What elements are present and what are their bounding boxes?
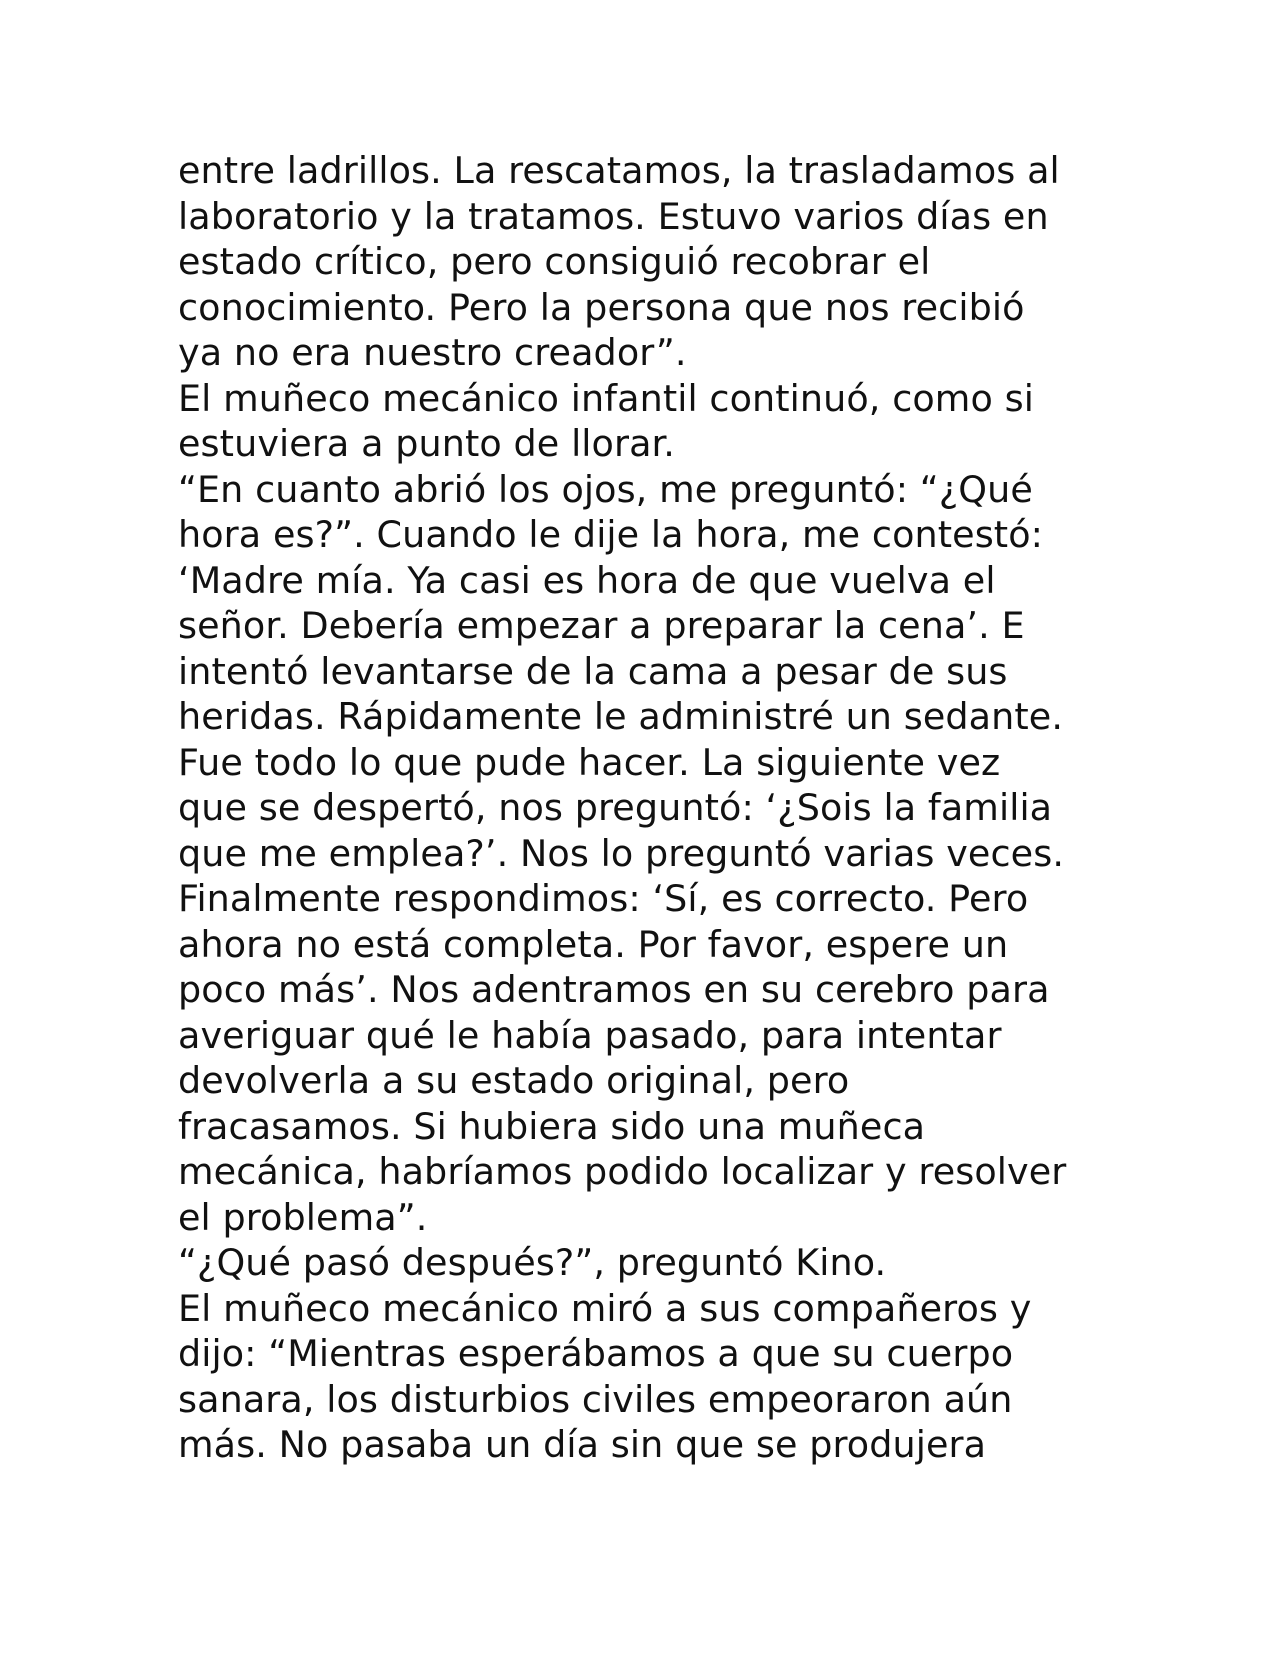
text-line: El muñeco mecánico miró a sus compañeros y: [178, 1286, 1032, 1330]
text-line: Fue todo lo que pude hacer. La siguiente vez: [178, 740, 1001, 784]
text-line: el problema”.: [178, 1195, 428, 1239]
text-line: fracasamos. Si hubiera sido una muñeca: [178, 1104, 926, 1148]
text-line: hora es?”. Cuando le dije la hora, me contestó:: [178, 513, 1044, 556]
text-line: conocimiento. Pero la persona que nos recibió: [178, 285, 1025, 329]
text-line: mecánica, habríamos podido localizar y resolver: [178, 1150, 1067, 1193]
text-line: ‘Madre mía. Ya casi es hora de que vuelva el: [178, 558, 996, 602]
text-line: sanara, los disturbios civiles empeoraron aún: [178, 1377, 1013, 1421]
text-line: ahora no está completa. Por favor, espere un: [178, 922, 1009, 966]
text-line: El muñeco mecánico infantil continuó, como si: [178, 376, 1034, 420]
text-line: más. No pasaba un día sin que se produjera: [178, 1423, 987, 1466]
text-line: devolverla a su estado original, pero: [178, 1059, 850, 1102]
text-line: laboratorio y la tratamos. Estuvo varios días en: [178, 194, 1049, 238]
text-line: ya no era nuestro creador”.: [178, 331, 687, 374]
text-line: Finalmente respondimos: ‘Sí, es correcto. Pero: [178, 877, 1029, 920]
text-line: “En cuanto abrió los ojos, me preguntó: “¿Qué: [178, 467, 1033, 511]
text-line: “¿Qué pasó después?”, preguntó Kino.: [178, 1241, 887, 1284]
text-line: heridas. Rápidamente le administré un sedante.: [178, 695, 1064, 738]
text-line: estado crítico, pero consiguió recobrar el: [178, 240, 931, 283]
text-line: señor. Debería empezar a preparar la cena’. E: [178, 604, 1025, 647]
body-text: [178, 148, 1118, 1468]
text-line: dijo: “Mientras esperábamos a que su cuerpo: [178, 1332, 1014, 1375]
text-line: poco más’. Nos adentramos en su cerebro para: [178, 968, 1050, 1011]
text-line: que se despertó, nos preguntó: ‘¿Sois la familia: [178, 786, 1053, 829]
text-line: intentó levantarse de la cama a pesar de sus: [178, 649, 1008, 693]
text-line: que me emplea?’. Nos lo preguntó varias veces.: [178, 831, 1065, 875]
text-line: entre ladrillos. La rescatamos, la trasladamos al: [178, 149, 1060, 192]
text-line: averiguar qué le había pasado, para intentar: [178, 1013, 1002, 1057]
text-line: estuviera a punto de llorar.: [178, 422, 676, 465]
